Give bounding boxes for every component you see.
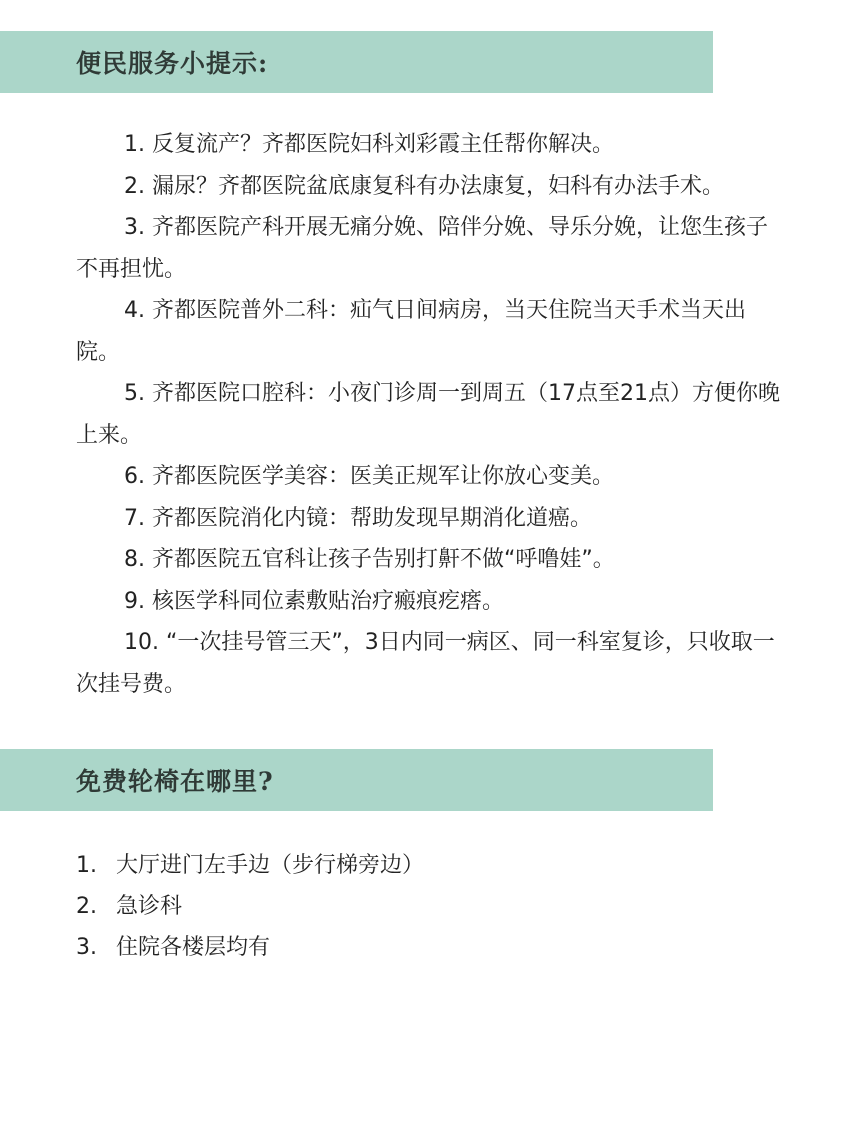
item-number: 3. xyxy=(76,935,97,960)
wheelchair-location-item xyxy=(76,927,424,968)
wheelchair-section-title: 免费轮椅在哪里? xyxy=(76,767,274,796)
wheelchair-section-header xyxy=(0,749,713,811)
wheelchair-location-item xyxy=(76,886,424,927)
tip-item: 9. 核医学科同位素敷贴治疗瘢痕疙瘩。 xyxy=(124,588,504,614)
tips-section-header xyxy=(0,31,713,93)
tip-item: 2. 漏尿？齐都医院盆底康复科有办法康复，妇科有办法手术。 xyxy=(124,173,724,199)
tips-list xyxy=(76,124,782,705)
item-number: 2. xyxy=(76,894,97,919)
tip-item: 3. 齐都医院产科开展无痛分娩、陪伴分娩、导乐分娩，让您生孩子不再担忧。 xyxy=(76,215,768,282)
wheelchair-location-list xyxy=(76,845,424,968)
tip-item: 4. 齐都医院普外二科：疝气日间病房，当天住院当天手术当天出院。 xyxy=(76,298,746,365)
tip-item: 5. 齐都医院口腔科：小夜门诊周一到周五（17点至21点）方便你晚上来。 xyxy=(76,381,780,448)
item-text: 住院各楼层均有 xyxy=(116,935,271,960)
item-number: 1. xyxy=(76,853,97,878)
tip-item: 7. 齐都医院消化内镜：帮助发现早期消化道癌。 xyxy=(124,505,592,531)
item-text: 大厅进门左手边（步行梯旁边） xyxy=(116,853,425,878)
item-text: 急诊科 xyxy=(116,894,183,919)
tips-section-title: 便民服务小提示: xyxy=(76,49,269,78)
tip-item: 1. 反复流产？齐都医院妇科刘彩霞主任帮你解决。 xyxy=(124,132,614,157)
tip-item: 8. 齐都医院五官科让孩子告别打鼾不做“呼噜娃”。 xyxy=(124,547,615,572)
tip-item: 10. “一次挂号管三天”，3日内同一病区、同一科室复诊，只收取一次挂号费。 xyxy=(76,630,775,697)
wheelchair-location-item xyxy=(76,845,424,886)
tip-item: 6. 齐都医院医学美容：医美正规军让你放心变美。 xyxy=(124,464,614,489)
